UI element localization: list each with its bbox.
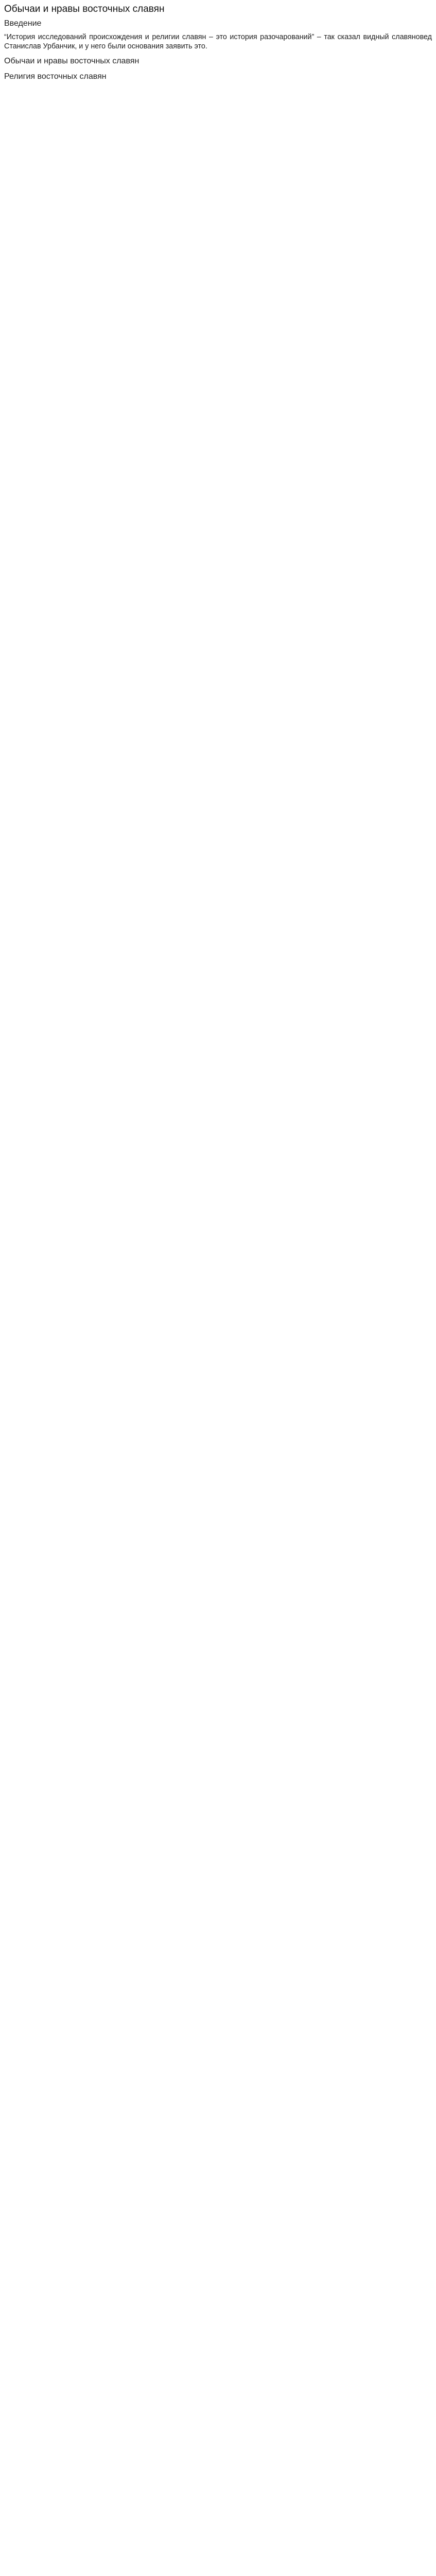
intro-paragraph-1: “История исследований происхождения и религии славян – это история разочарований” – так сказал видный славяновед Станислав Урбанчик, и у него были основания заявить это. (4, 33, 432, 50)
customs-heading: Обычаи и нравы восточных славян (4, 57, 139, 66)
religion-heading: Религия восточных славян (4, 72, 107, 81)
article (0, 0, 436, 94)
intro-heading: Введение (4, 19, 42, 28)
page-title: Обычаи и нравы восточных славян (4, 4, 165, 14)
article-body (4, 19, 432, 82)
